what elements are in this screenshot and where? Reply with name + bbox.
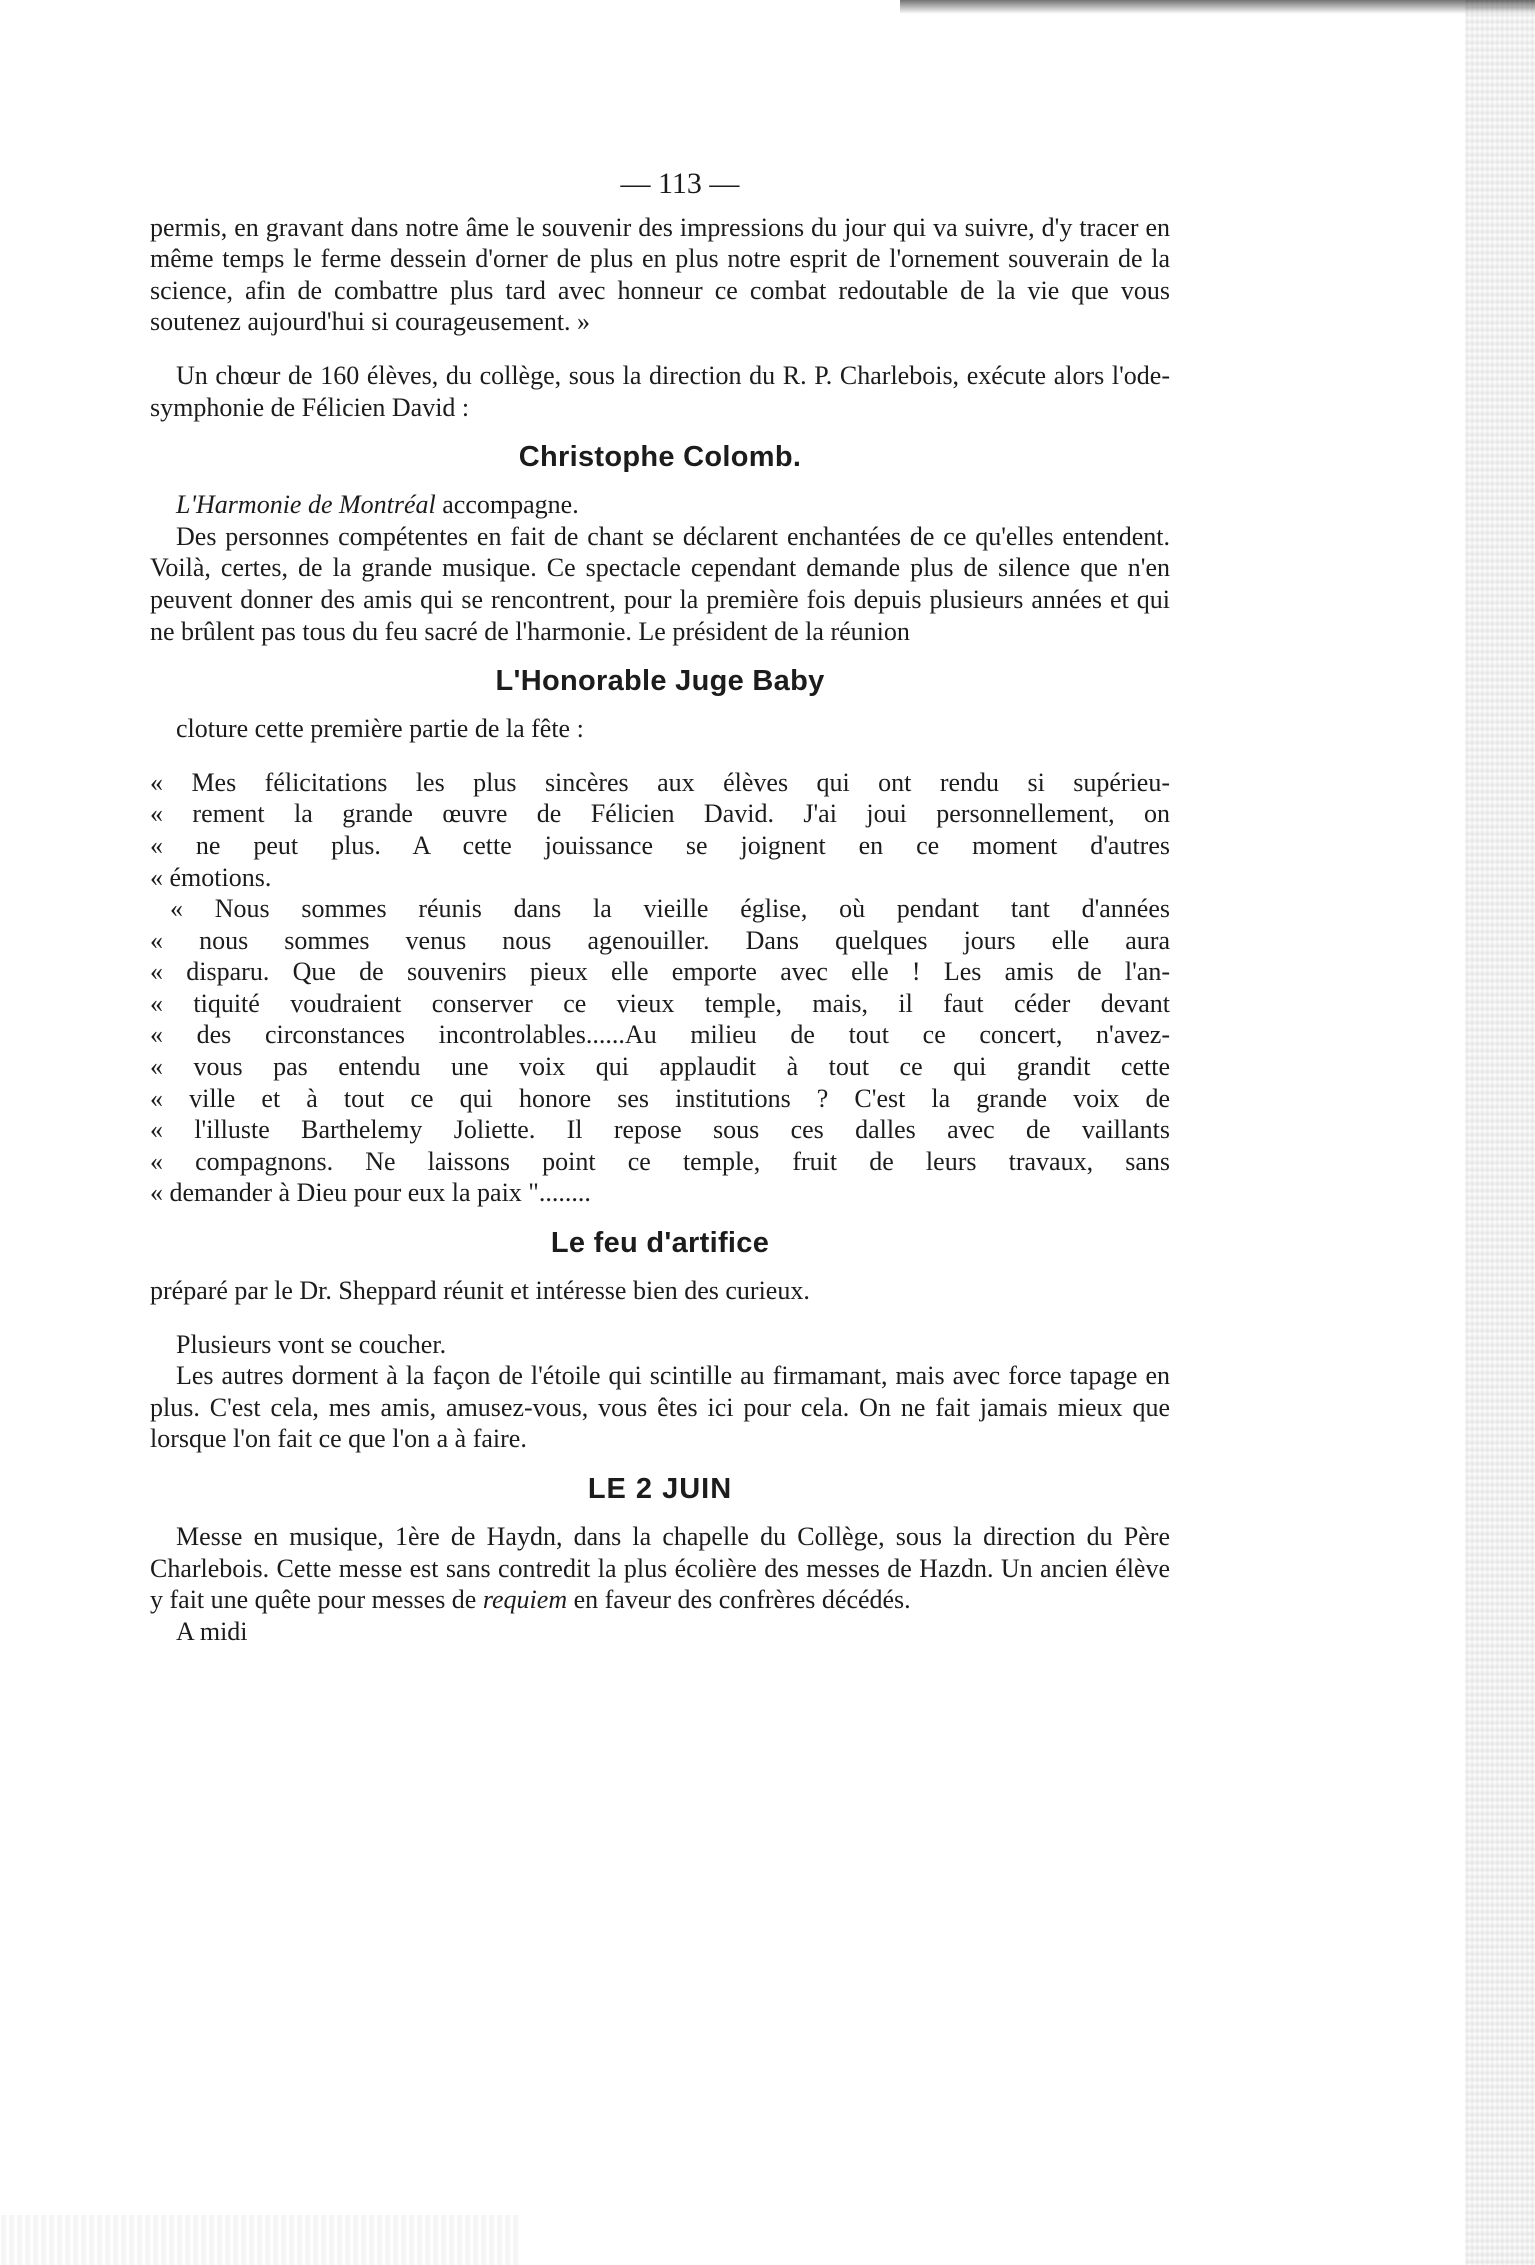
scan-edge-right <box>1465 0 1535 2265</box>
paragraph-gap <box>150 338 1170 360</box>
paragraph: Plusieurs vont se coucher. <box>176 1329 447 1359</box>
quote-line: « émotions. <box>150 862 272 892</box>
quote-line: « Mes félicitations les plus sincères aux élèves qui ont rendu si supérieu- <box>150 767 1170 797</box>
text-run: Messe en musique, 1ère de Haydn, dans la chapelle du Collège, sous la direction du Père Charlebois. Cette messe est sans contredit la plus écolière des messes de Hazdn. Un ancien élève y fait une quête pour messes de <box>150 1522 1170 1615</box>
text-run: accompagne. <box>435 490 579 520</box>
paragraph <box>150 489 1170 521</box>
italic-text: L'Harmonie de Montréal <box>176 490 436 520</box>
quote-line: « tiquité voudraient conserver ce vieux temple, mais, il faut céder devant <box>150 988 1170 1018</box>
paragraph: cloture cette première partie de la fête : <box>176 714 584 744</box>
quote-line: « ne peut plus. A cette jouissance se joignent en ce moment d'autres <box>150 830 1170 860</box>
scan-edge-top <box>900 0 1535 14</box>
paragraph-gap <box>150 745 1170 767</box>
paragraph: Un chœur de 160 élèves, du collège, sous la direction du R. P. Charlebois, exécute alors l'ode-symphonie de Félicien David : <box>150 360 1170 422</box>
section-heading: L'Honorable Juge Baby <box>495 665 825 698</box>
page-number: — 113 — <box>620 167 740 200</box>
quote-line: « l'illuste Barthelemy Joliette. Il repose sous ces dalles avec de vaillants <box>150 1115 1170 1145</box>
quote-line: « disparu. Que de souvenirs pieux elle emporte avec elle ! Les amis de l'an- <box>150 957 1170 987</box>
section-heading: Le feu d'artifice <box>550 1227 770 1260</box>
paragraph-gap <box>150 1307 1170 1329</box>
paragraph: Les autres dorment à la façon de l'étoile qui scintille au firmamant, mais avec force tapage en plus. C'est cela, mes amis, amusez-vous, vous êtes ici pour cela. On ne fait jamais mieux que lorsque l'on fait ce que l'on a à faire. <box>150 1361 1170 1454</box>
paragraph: Des personnes compétentes en fait de chant se déclarent enchantées de ce qu'elles entendent. Voilà, certes, de la grande musique. Ce spectacle cependant demande plus de silence que n'en peuvent donner des amis qui se rencontrent, pour la première fois depuis plusieurs années et qui ne brûlent pas tous du feu sacré de l'harmonie. Le président de la réunion <box>150 521 1170 646</box>
quote-line: « ville et à tout ce qui honore ses institutions ? C'est la grande voix de <box>150 1083 1170 1113</box>
scan-edge-bottom <box>0 2215 520 2265</box>
text-flow <box>150 212 1170 1648</box>
quote-line: « rement la grande œuvre de Félicien David. J'ai joui personnellement, on <box>150 799 1170 829</box>
paragraph: préparé par le Dr. Sheppard réunit et intéresse bien des curieux. <box>150 1276 810 1306</box>
quote-line: « des circonstances incontrolables......Au milieu de tout ce concert, n'avez- <box>150 1020 1170 1050</box>
page-text <box>150 168 1170 1647</box>
quote-line: « nous sommes venus nous agenouiller. Dans quelques jours elle aura <box>150 925 1170 955</box>
text-run: en faveur des confrères décédés. <box>567 1585 911 1615</box>
quote-line: « Nous sommes réunis dans la vieille église, où pendant tant d'années <box>170 894 1170 924</box>
section-heading: Christophe Colomb. <box>518 441 802 474</box>
quote-line: « vous pas entendu une voix qui applaudit à tout ce qui grandit cette <box>150 1052 1170 1082</box>
quote-line: « demander à Dieu pour eux la paix "........ <box>150 1178 591 1208</box>
paragraph: permis, en gravant dans notre âme le souvenir des impressions du jour qui va suivre, d'y tracer en même temps le ferme dessein d'orner de plus en plus notre esprit de l'ornement souverain de la science, afin de combattre plus tard avec honneur ce combat redoutable de la vie que vous soutenez aujourd'hui si courageusement. » <box>150 212 1170 337</box>
speech-quote <box>150 767 1170 1209</box>
section-heading: LE 2 JUIN <box>587 1473 733 1505</box>
paragraph <box>150 1521 1170 1616</box>
paragraph: A midi <box>176 1616 248 1646</box>
quote-line: « compagnons. Ne laissons point ce temple, fruit de leurs travaux, sans <box>150 1146 1170 1176</box>
italic-text: requiem <box>482 1585 568 1615</box>
